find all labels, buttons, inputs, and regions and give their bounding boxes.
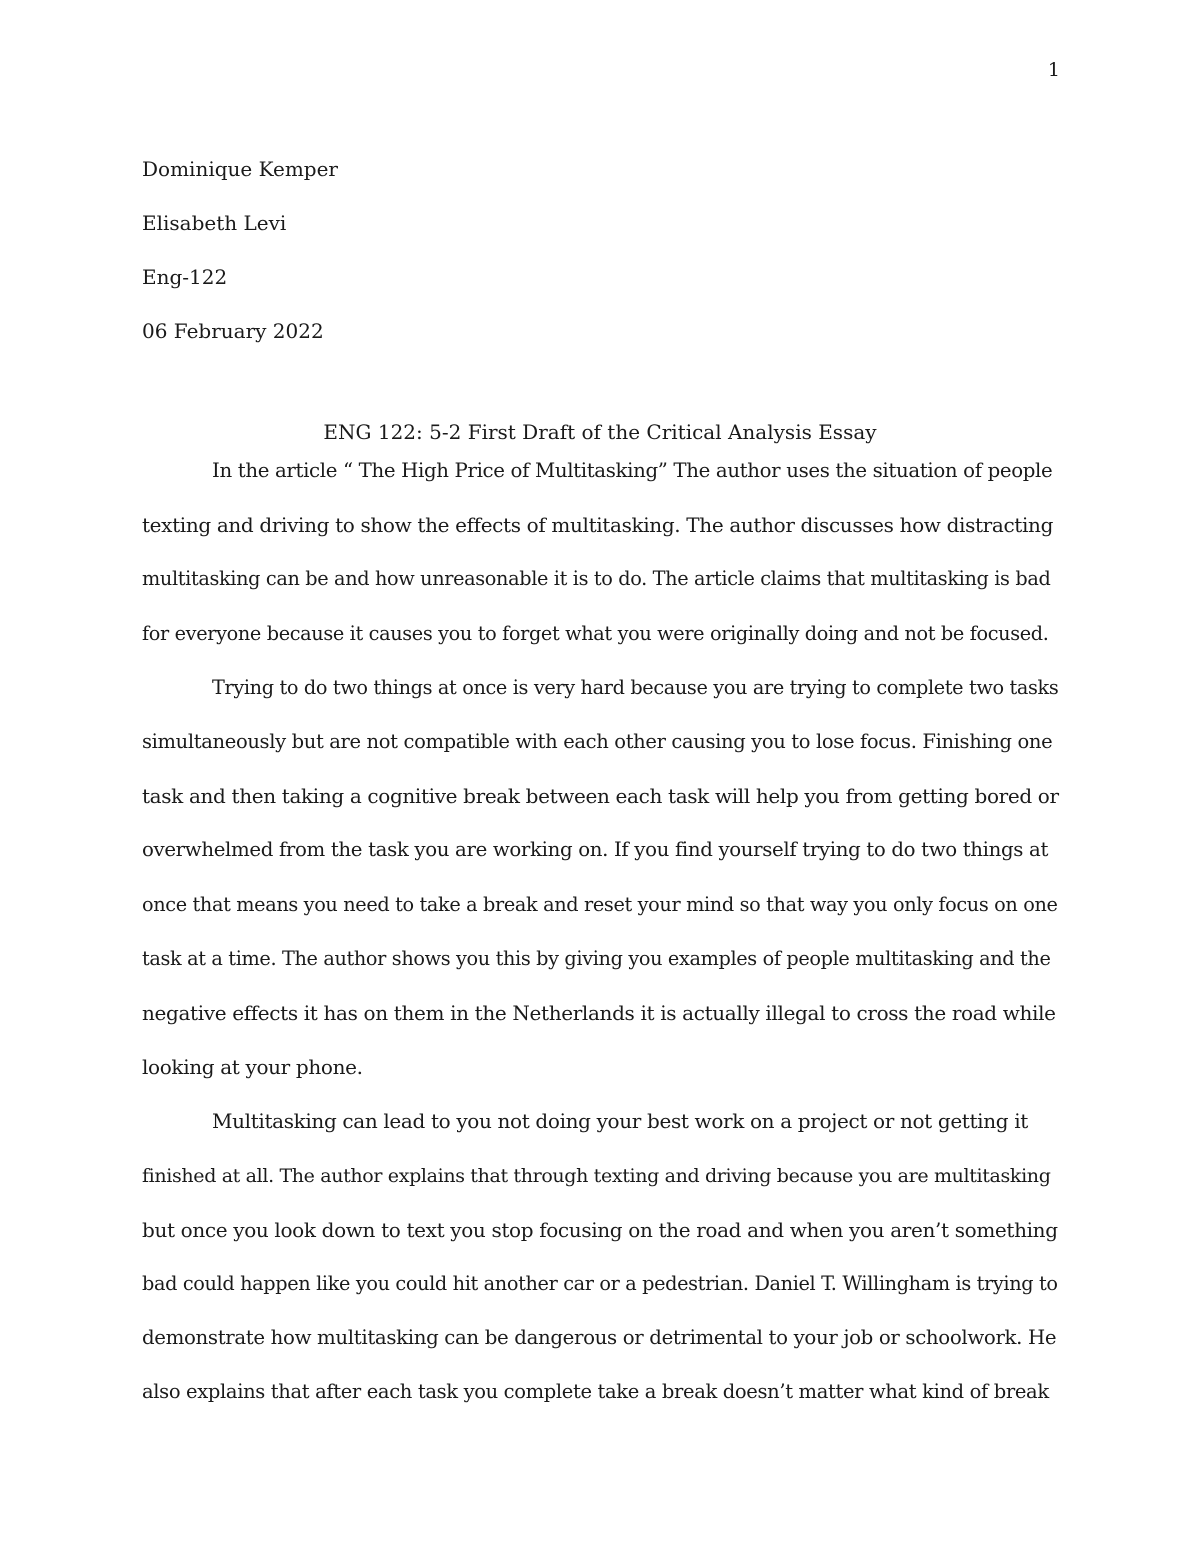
mla-header <box>142 142 1058 358</box>
paragraph-line: but once you look down to text you stop focusing on the road and when you aren’t something <box>142 1217 1058 1242</box>
essay-body <box>142 444 1058 1420</box>
paragraph-line: overwhelmed from the task you are working on. If you find yourself trying to do two things at <box>142 838 1049 862</box>
paragraph-line: texting and driving to show the effects of multitasking. The author discusses how distracting <box>142 513 1054 538</box>
paragraph-2 <box>142 661 1058 1095</box>
paragraph-line: Trying to do two things at once is very hard because you are trying to complete two tasks <box>212 675 1059 699</box>
paragraph-line: multitasking can be and how unreasonable it is to do. The article claims that multitasking is bad <box>142 567 1051 591</box>
paragraph-line: for everyone because it causes you to forget what you were originally doing and not be focused. <box>142 621 1049 645</box>
course-name: Eng-122 <box>142 265 228 289</box>
instructor-name: Elisabeth Levi <box>142 211 287 235</box>
paragraph-line: task at a time. The author shows you this by giving you examples of people multitasking and the <box>142 946 1051 970</box>
paragraph-1 <box>142 444 1058 661</box>
paragraph-line: task and then taking a cognitive break between each task will help you from getting bored or <box>142 784 1059 809</box>
date: 06 February 2022 <box>142 319 324 343</box>
essay-title: ENG 122: 5-2 First Draft of the Critical Analysis Essay <box>323 420 877 444</box>
paragraph-line: also explains that after each task you complete take a break doesn’t matter what kind of break <box>142 1380 1049 1404</box>
paragraph-line: finished at all. The author explains that through texting and driving because you are multitasking <box>142 1164 1051 1187</box>
paragraph-line: Multitasking can lead to you not doing your best work on a project or not getting it <box>212 1109 1028 1134</box>
author-name: Dominique Kemper <box>142 157 338 181</box>
paragraph-3 <box>142 1094 1058 1419</box>
paragraph-line: In the article “ The High Price of Multitasking” The author uses the situation of people <box>212 459 1053 482</box>
paragraph-line: simultaneously but are not compatible with each other causing you to lose focus. Finishing one <box>142 730 1053 754</box>
paragraph-line: looking at your phone. <box>142 1055 363 1080</box>
paragraph-line: once that means you need to take a break and reset your mind so that way you only focus on one <box>142 892 1058 916</box>
paragraph-line: bad could happen like you could hit another car or a pedestrian. Daniel T. Willingham is trying to <box>142 1272 1058 1296</box>
page-number: 1 <box>1047 59 1060 81</box>
paragraph-line: negative effects it has on them in the Netherlands it is actually illegal to cross the road while <box>142 1001 1056 1026</box>
paragraph-line: demonstrate how multitasking can be dangerous or detrimental to your job or schoolwork. He <box>142 1326 1057 1350</box>
